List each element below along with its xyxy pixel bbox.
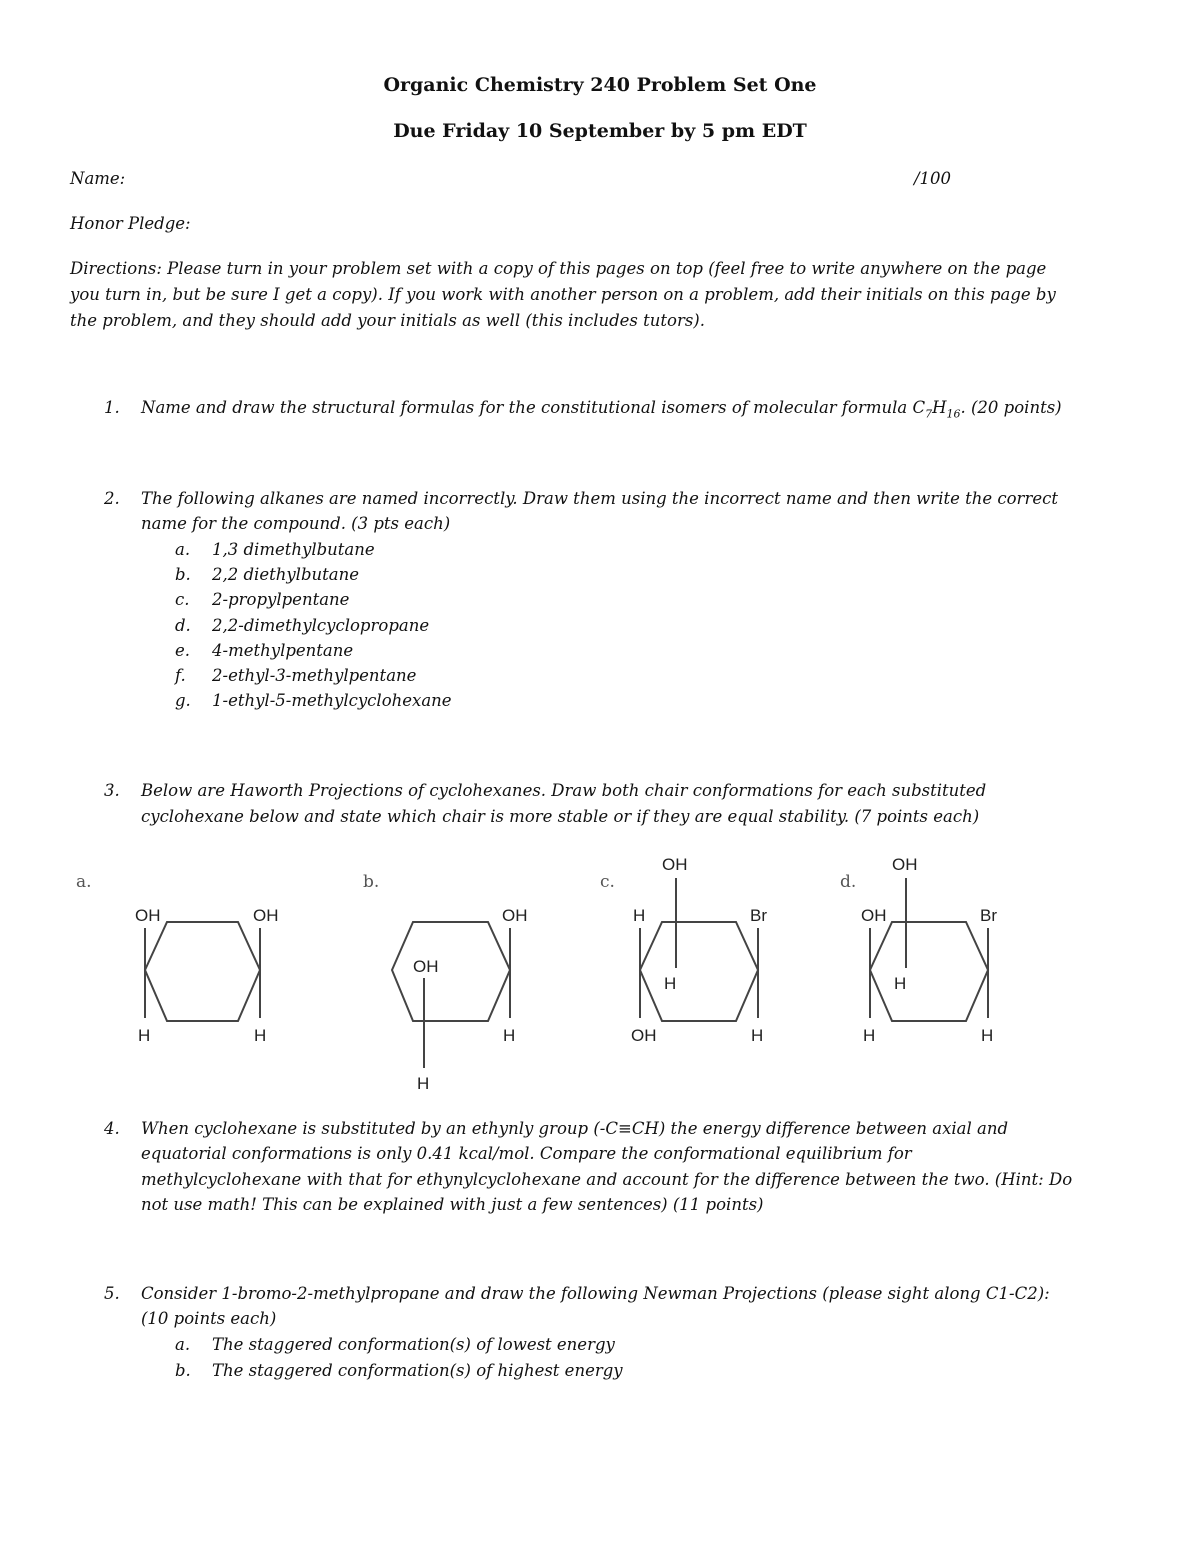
q2-item-letter: b.	[175, 565, 191, 584]
label-oh: OH	[502, 906, 528, 925]
label-h: H	[894, 974, 907, 993]
q2-item-text: 2-propylpentane	[212, 590, 350, 609]
question-4-number: 4.	[104, 1119, 120, 1138]
q1-subscript-c: 7	[925, 407, 933, 421]
q1-text-h: H	[932, 398, 947, 417]
q2-item-letter: d.	[175, 616, 191, 635]
ring-d	[870, 922, 988, 1021]
ring-c	[640, 922, 758, 1021]
label-h: H	[417, 1074, 430, 1093]
question-3-line-2: cyclohexane below and state which chair is more stable or if they are equal stability. (7 points each)	[141, 807, 980, 826]
q1-subscript-h: 16	[946, 407, 961, 421]
q5-item-letter: b.	[175, 1361, 191, 1380]
directions-line-2: you turn in, but be sure I get a copy). If you work with another person on a problem, add their initials on this page by	[70, 285, 1056, 304]
question-4-line-4: not use math! This can be explained with just a few sentences) (11 points)	[141, 1195, 764, 1214]
question-3-line-1: Below are Haworth Projections of cyclohexanes. Draw both chair conformations for each substituted	[141, 781, 987, 800]
label-br: Br	[980, 906, 997, 925]
q1-text-after: . (20 points)	[960, 398, 1062, 417]
q2-item-text: 1,3 dimethylbutane	[212, 540, 375, 559]
q5-item-text: The staggered conformation(s) of highest energy	[212, 1361, 623, 1380]
question-3-number: 3.	[104, 781, 120, 800]
q2-item-letter: e.	[175, 641, 191, 660]
due-date: Due Friday 10 September by 5 pm EDT	[393, 120, 807, 142]
question-4-line-3: methylcyclohexane with that for ethynylcyclohexane and account for the difference between the two. (Hint: Do	[141, 1170, 1073, 1189]
question-2-line-2: name for the compound. (3 pts each)	[141, 514, 451, 533]
label-h: H	[863, 1026, 876, 1045]
q5-item-text: The staggered conformation(s) of lowest energy	[212, 1335, 615, 1354]
label-h: H	[751, 1026, 764, 1045]
label-h: H	[664, 974, 677, 993]
q2-item-text: 4-methylpentane	[212, 641, 354, 660]
name-label: Name:	[70, 169, 126, 188]
label-oh: OH	[861, 906, 887, 925]
q2-item-text: 2,2 diethylbutane	[212, 565, 359, 584]
question-5-line-2: (10 points each)	[141, 1309, 277, 1328]
q2-item-text: 1-ethyl-5-methylcyclohexane	[212, 691, 452, 710]
label-h: H	[503, 1026, 516, 1045]
q2-item-letter: a.	[175, 540, 191, 559]
question-5-line-1: Consider 1-bromo-2-methylpropane and draw the following Newman Projections (please sight along C1-C2):	[141, 1284, 1050, 1303]
label-oh: OH	[413, 957, 439, 976]
structure-c-letter: c.	[600, 872, 615, 892]
q2-item-text: 2-ethyl-3-methylpentane	[212, 666, 417, 685]
directions-line-1: Directions: Please turn in your problem set with a copy of this pages on top (feel free to write anywhere on the page	[70, 259, 1047, 278]
question-1-number: 1.	[104, 398, 120, 417]
q2-item-letter: g.	[175, 691, 191, 710]
label-h: H	[138, 1026, 151, 1045]
label-br: Br	[750, 906, 767, 925]
structure-a-letter: a.	[76, 872, 92, 892]
label-h: H	[633, 906, 646, 925]
structure-d-letter: d.	[840, 872, 857, 892]
directions-line-3: the problem, and they should add your initials as well (this includes tutors).	[70, 311, 705, 330]
q5-item-letter: a.	[175, 1335, 191, 1354]
ring-a	[145, 922, 260, 1021]
label-oh: OH	[631, 1026, 657, 1045]
label-oh: OH	[662, 855, 688, 874]
q2-item-letter: f.	[175, 666, 186, 685]
label-oh: OH	[892, 855, 918, 874]
honor-pledge-label: Honor Pledge:	[70, 214, 191, 233]
page-title: Organic Chemistry 240 Problem Set One	[383, 74, 817, 96]
question-2-number: 2.	[104, 489, 120, 508]
label-oh: OH	[253, 906, 279, 925]
label-h: H	[981, 1026, 994, 1045]
structure-b-letter: b.	[363, 872, 380, 892]
q2-item-text: 2,2-dimethylcyclopropane	[212, 616, 430, 635]
label-oh: OH	[135, 906, 161, 925]
label-h: H	[254, 1026, 267, 1045]
q1-text-before: Name and draw the structural formulas for the constitutional isomers of molecular formula C	[141, 398, 926, 417]
question-4-line-1: When cyclohexane is substituted by an ethynly group (-C≡CH) the energy difference between axial and	[141, 1119, 1009, 1138]
q2-item-letter: c.	[175, 590, 190, 609]
question-4-line-2: equatorial conformations is only 0.41 kcal/mol. Compare the conformational equilibrium for	[141, 1144, 912, 1163]
question-2-line-1: The following alkanes are named incorrectly. Draw them using the incorrect name and then write the correct	[141, 489, 1058, 508]
question-5-number: 5.	[104, 1284, 120, 1303]
ring-b	[392, 922, 510, 1021]
score-field: /100	[914, 169, 952, 188]
